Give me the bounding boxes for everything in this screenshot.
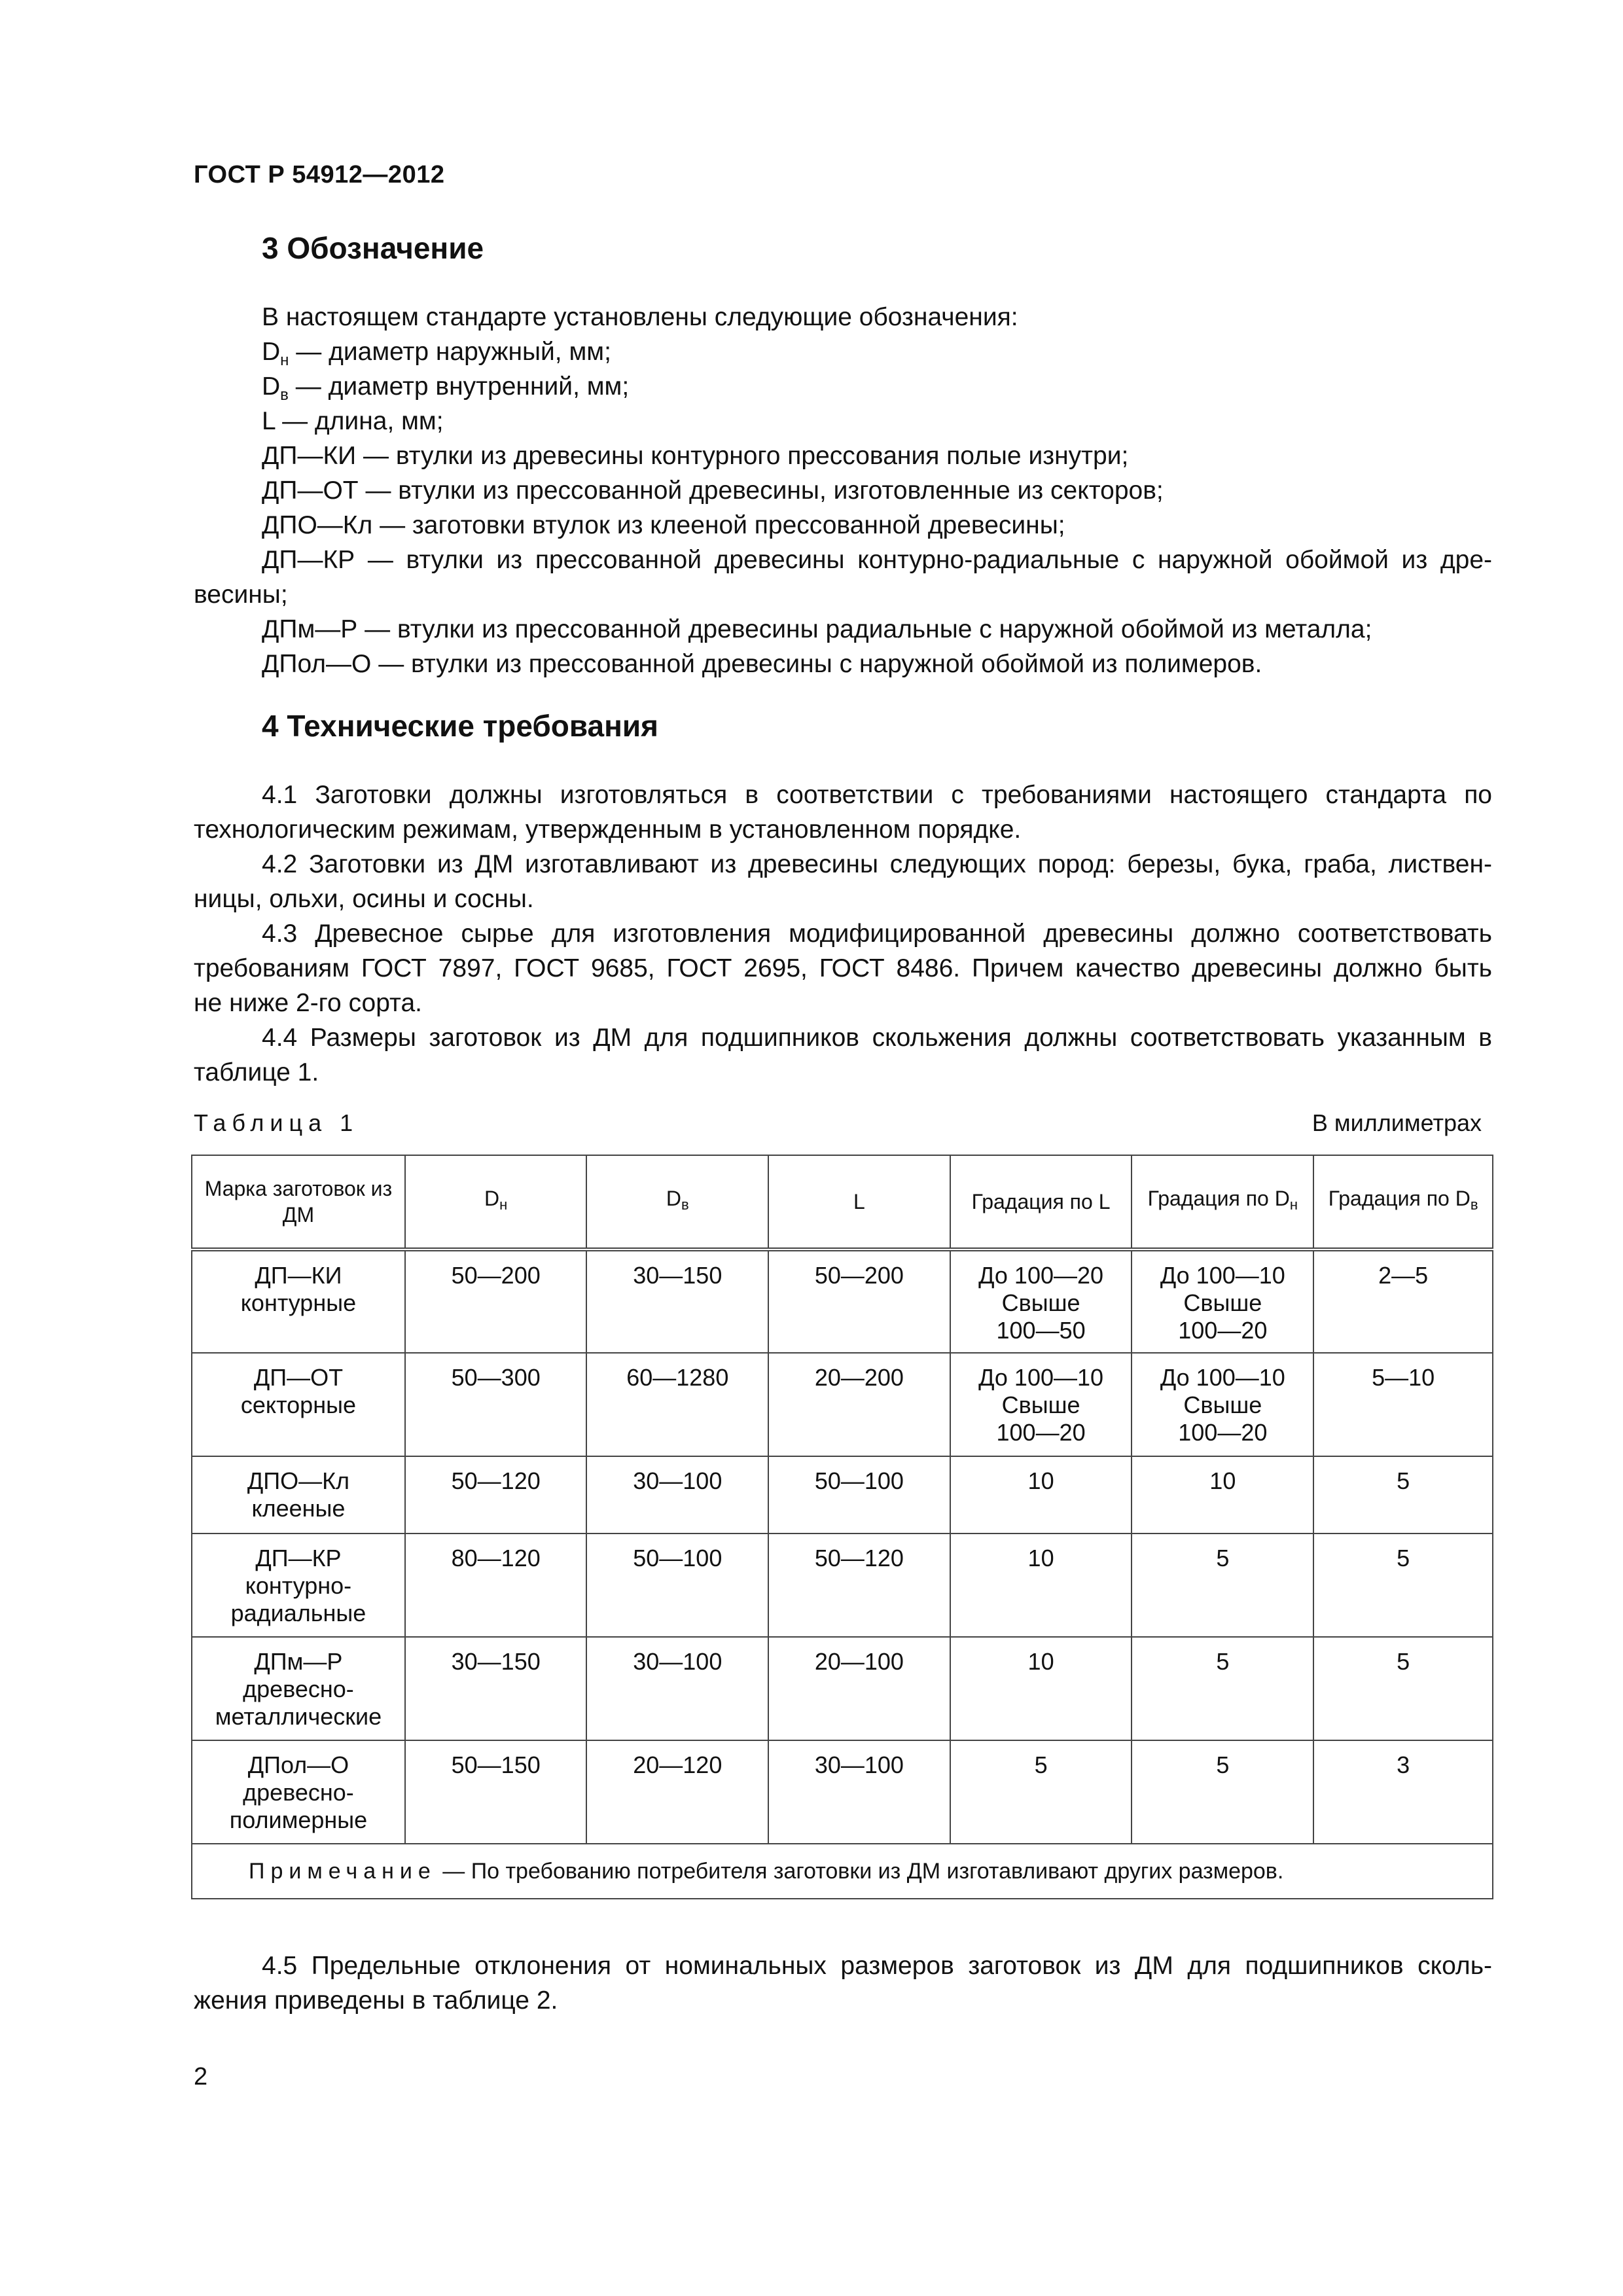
cell-grad-dn-line: Свыше [1183, 1391, 1262, 1418]
cell-grad-l [950, 1637, 1132, 1740]
para-4-3: 4.3 Древесное сырье для изготовления модифицированной древесины должно соответствовать [262, 920, 1492, 948]
table-note-row [192, 1844, 1493, 1899]
cell-grad-dn-line: 5 [1216, 1751, 1230, 1778]
cell-grad-dv: 3 [1313, 1740, 1493, 1844]
cell-mark-line: древесно- [243, 1779, 354, 1806]
header-grad-dv: Градация по $D_в$ [1313, 1155, 1493, 1249]
cell-grad-l-line: 10 [1027, 1545, 1054, 1571]
cell-dn: 50—200 [405, 1249, 587, 1353]
designation-kl: ДПО—Кл — заготовки втулок из клееной прессованной древесины; [262, 511, 1065, 539]
table-header-row [192, 1155, 1493, 1249]
table-row [192, 1637, 1493, 1740]
cell-mark-line: радиальные [230, 1600, 366, 1626]
cell-grad-l-line: 10 [1027, 1648, 1054, 1675]
designation-r: ДПм—Р — втулки из прессованной древесины радиальные с наружной обоймой из металла; [262, 615, 1372, 643]
cell-grad-dn-line: 100—20 [1178, 1317, 1268, 1344]
cell-mark [192, 1637, 405, 1740]
cell-grad-l [950, 1456, 1132, 1534]
cell-grad-dn-line: 5 [1216, 1648, 1230, 1675]
cell-grad-dn [1132, 1534, 1313, 1637]
designation-kr-cont: весины; [194, 581, 288, 609]
cell-grad-dn-line: Свыше [1183, 1289, 1262, 1316]
cell-dn: 80—120 [405, 1534, 587, 1637]
cell-mark-line: металлические [215, 1703, 382, 1730]
cell-grad-dn [1132, 1637, 1313, 1740]
cell-grad-l [950, 1740, 1132, 1844]
cell-mark-line: контурные [240, 1289, 357, 1316]
cell-mark-line: ДПол—О [247, 1751, 349, 1778]
cell-grad-dn-line: 5 [1216, 1545, 1230, 1571]
cell-grad-l-line: До 100—20 [978, 1262, 1104, 1289]
cell-mark [192, 1534, 405, 1637]
designation-kr: ДП—КР — втулки из прессованной древесины контурно-радиальные с наружной обоймой из дре- [262, 546, 1492, 574]
header-grad-l: Градация по L [950, 1155, 1132, 1249]
cell-grad-l-line: 5 [1034, 1751, 1048, 1778]
cell-mark-line: древесно- [243, 1676, 354, 1702]
cell-dn: 50—300 [405, 1353, 587, 1456]
cell-mark-line: ДП—КИ [255, 1262, 342, 1289]
cell-l: 50—100 [768, 1456, 950, 1534]
cell-mark [192, 1249, 405, 1353]
cell-grad-l [950, 1353, 1132, 1456]
cell-grad-l-line: Свыше [1001, 1391, 1080, 1418]
para-4-3-cont: требованиям ГОСТ 7897, ГОСТ 9685, ГОСТ 2695, ГОСТ 8486. Причем качество древесины должно быть [194, 954, 1492, 982]
table-row [192, 1353, 1493, 1456]
cell-mark-line: ДПм—Р [254, 1648, 343, 1675]
cell-grad-dn-line: 10 [1209, 1467, 1236, 1494]
cell-l: 20—100 [768, 1637, 950, 1740]
section-4-title: 4 Технические требования [262, 709, 658, 743]
cell-grad-dn [1132, 1740, 1313, 1844]
header-mark: Марка заготовок из ДМ [192, 1155, 405, 1249]
cell-mark-line: ДП—ОТ [253, 1364, 344, 1391]
cell-grad-l [950, 1249, 1132, 1353]
designation-dv: $D_в$ — диаметр внутренний, мм; [262, 372, 630, 404]
table-caption: Таблица 1 [194, 1109, 359, 1136]
designation-dn: $D_н$ — диаметр наружный, мм; [262, 338, 611, 369]
cell-mark [192, 1353, 405, 1456]
cell-dv: 50—100 [586, 1534, 768, 1637]
cell-grad-dv: 5 [1313, 1456, 1493, 1534]
para-4-5-cont: жения приведены в таблице 2. [194, 1986, 558, 2015]
cell-grad-dn [1132, 1353, 1313, 1456]
cell-grad-dv: 5 [1313, 1637, 1493, 1740]
cell-mark-line: секторные [240, 1391, 356, 1418]
header-grad-dn: Градация по $D_н$ [1132, 1155, 1313, 1249]
cell-grad-l-line: Свыше [1001, 1289, 1080, 1316]
header-l: L [768, 1155, 950, 1249]
designation-l: L — длина, мм; [262, 407, 444, 435]
para-4-2-cont: ницы, ольхи, осины и сосны. [194, 885, 534, 913]
cell-grad-dv: 5 [1313, 1534, 1493, 1637]
section-3-intro: В настоящем стандарте установлены следующие обозначения: [262, 303, 1018, 331]
cell-mark-line: контурно- [245, 1572, 352, 1599]
cell-l: 20—200 [768, 1353, 950, 1456]
designation-o: ДПол—О — втулки из прессованной древесины с наружной обоймой из полимеров. [262, 650, 1262, 678]
cell-grad-dn [1132, 1249, 1313, 1353]
table-body [192, 1249, 1493, 1844]
cell-grad-dv: 2—5 [1313, 1249, 1493, 1353]
cell-dv: 60—1280 [586, 1353, 768, 1456]
cell-grad-dn-line: До 100—10 [1160, 1364, 1285, 1391]
table-unit: В миллиметрах [1311, 1109, 1482, 1136]
cell-mark-line: ДП—КР [255, 1545, 342, 1571]
cell-dn: 30—150 [405, 1637, 587, 1740]
para-4-4-cont: таблице 1. [194, 1058, 319, 1086]
cell-grad-dn [1132, 1456, 1313, 1534]
cell-dn: 50—150 [405, 1740, 587, 1844]
document-header: ГОСТ Р 54912—2012 [194, 161, 445, 188]
cell-grad-l-line: 10 [1027, 1467, 1054, 1494]
cell-l: 50—120 [768, 1534, 950, 1637]
table-1 [191, 1155, 1493, 1899]
cell-mark [192, 1740, 405, 1844]
cell-mark-line: клееные [251, 1495, 346, 1522]
cell-dv: 30—100 [586, 1637, 768, 1740]
page-number: 2 [194, 2063, 208, 2090]
cell-l: 30—100 [768, 1740, 950, 1844]
table-row [192, 1534, 1493, 1637]
cell-dn: 50—120 [405, 1456, 587, 1534]
cell-grad-dv: 5—10 [1313, 1353, 1493, 1456]
para-4-1-cont: технологическим режимам, утвержденным в установленном порядке. [194, 816, 1022, 844]
table-row [192, 1740, 1493, 1844]
cell-l: 50—200 [768, 1249, 950, 1353]
cell-dv: 30—150 [586, 1249, 768, 1353]
table-note: Примечание — По требованию потребителя заготовки из ДМ изготавливают других размеров. [192, 1844, 1493, 1899]
table-row [192, 1456, 1493, 1534]
header-dv: $D_в$ [586, 1155, 768, 1249]
cell-dv: 30—100 [586, 1456, 768, 1534]
para-4-1: 4.1 Заготовки должны изготовляться в соответствии с требованиями настоящего стандарта по [262, 781, 1492, 809]
cell-grad-l-line: До 100—10 [978, 1364, 1104, 1391]
designation-ki: ДП—КИ — втулки из древесины контурного прессования полые изнутри; [262, 442, 1129, 470]
cell-grad-dn-line: 100—20 [1178, 1419, 1268, 1446]
cell-grad-l-line: 100—20 [996, 1419, 1086, 1446]
cell-mark-line: полимерные [229, 1806, 368, 1833]
cell-grad-l-line: 100—50 [996, 1317, 1086, 1344]
cell-grad-l [950, 1534, 1132, 1637]
para-4-5: 4.5 Предельные отклонения от номинальных размеров заготовок из ДМ для подшипников сколь- [262, 1952, 1492, 1980]
cell-mark-line: ДПО—Кл [247, 1467, 350, 1494]
para-4-3-cont2: не ниже 2-го сорта. [194, 989, 422, 1017]
designation-ot: ДП—ОТ — втулки из прессованной древесины, изготовленные из секторов; [262, 476, 1164, 505]
cell-dv: 20—120 [586, 1740, 768, 1844]
header-dn: $D_н$ [405, 1155, 587, 1249]
section-3-title: 3 Обозначение [262, 231, 484, 265]
cell-mark [192, 1456, 405, 1534]
table-row [192, 1249, 1493, 1353]
para-4-2: 4.2 Заготовки из ДМ изготавливают из древесины следующих пород: березы, бука, граба, листвен- [262, 850, 1492, 878]
para-4-4: 4.4 Размеры заготовок из ДМ для подшипников скольжения должны соответствовать указанным в [262, 1024, 1492, 1052]
cell-grad-dn-line: До 100—10 [1160, 1262, 1285, 1289]
